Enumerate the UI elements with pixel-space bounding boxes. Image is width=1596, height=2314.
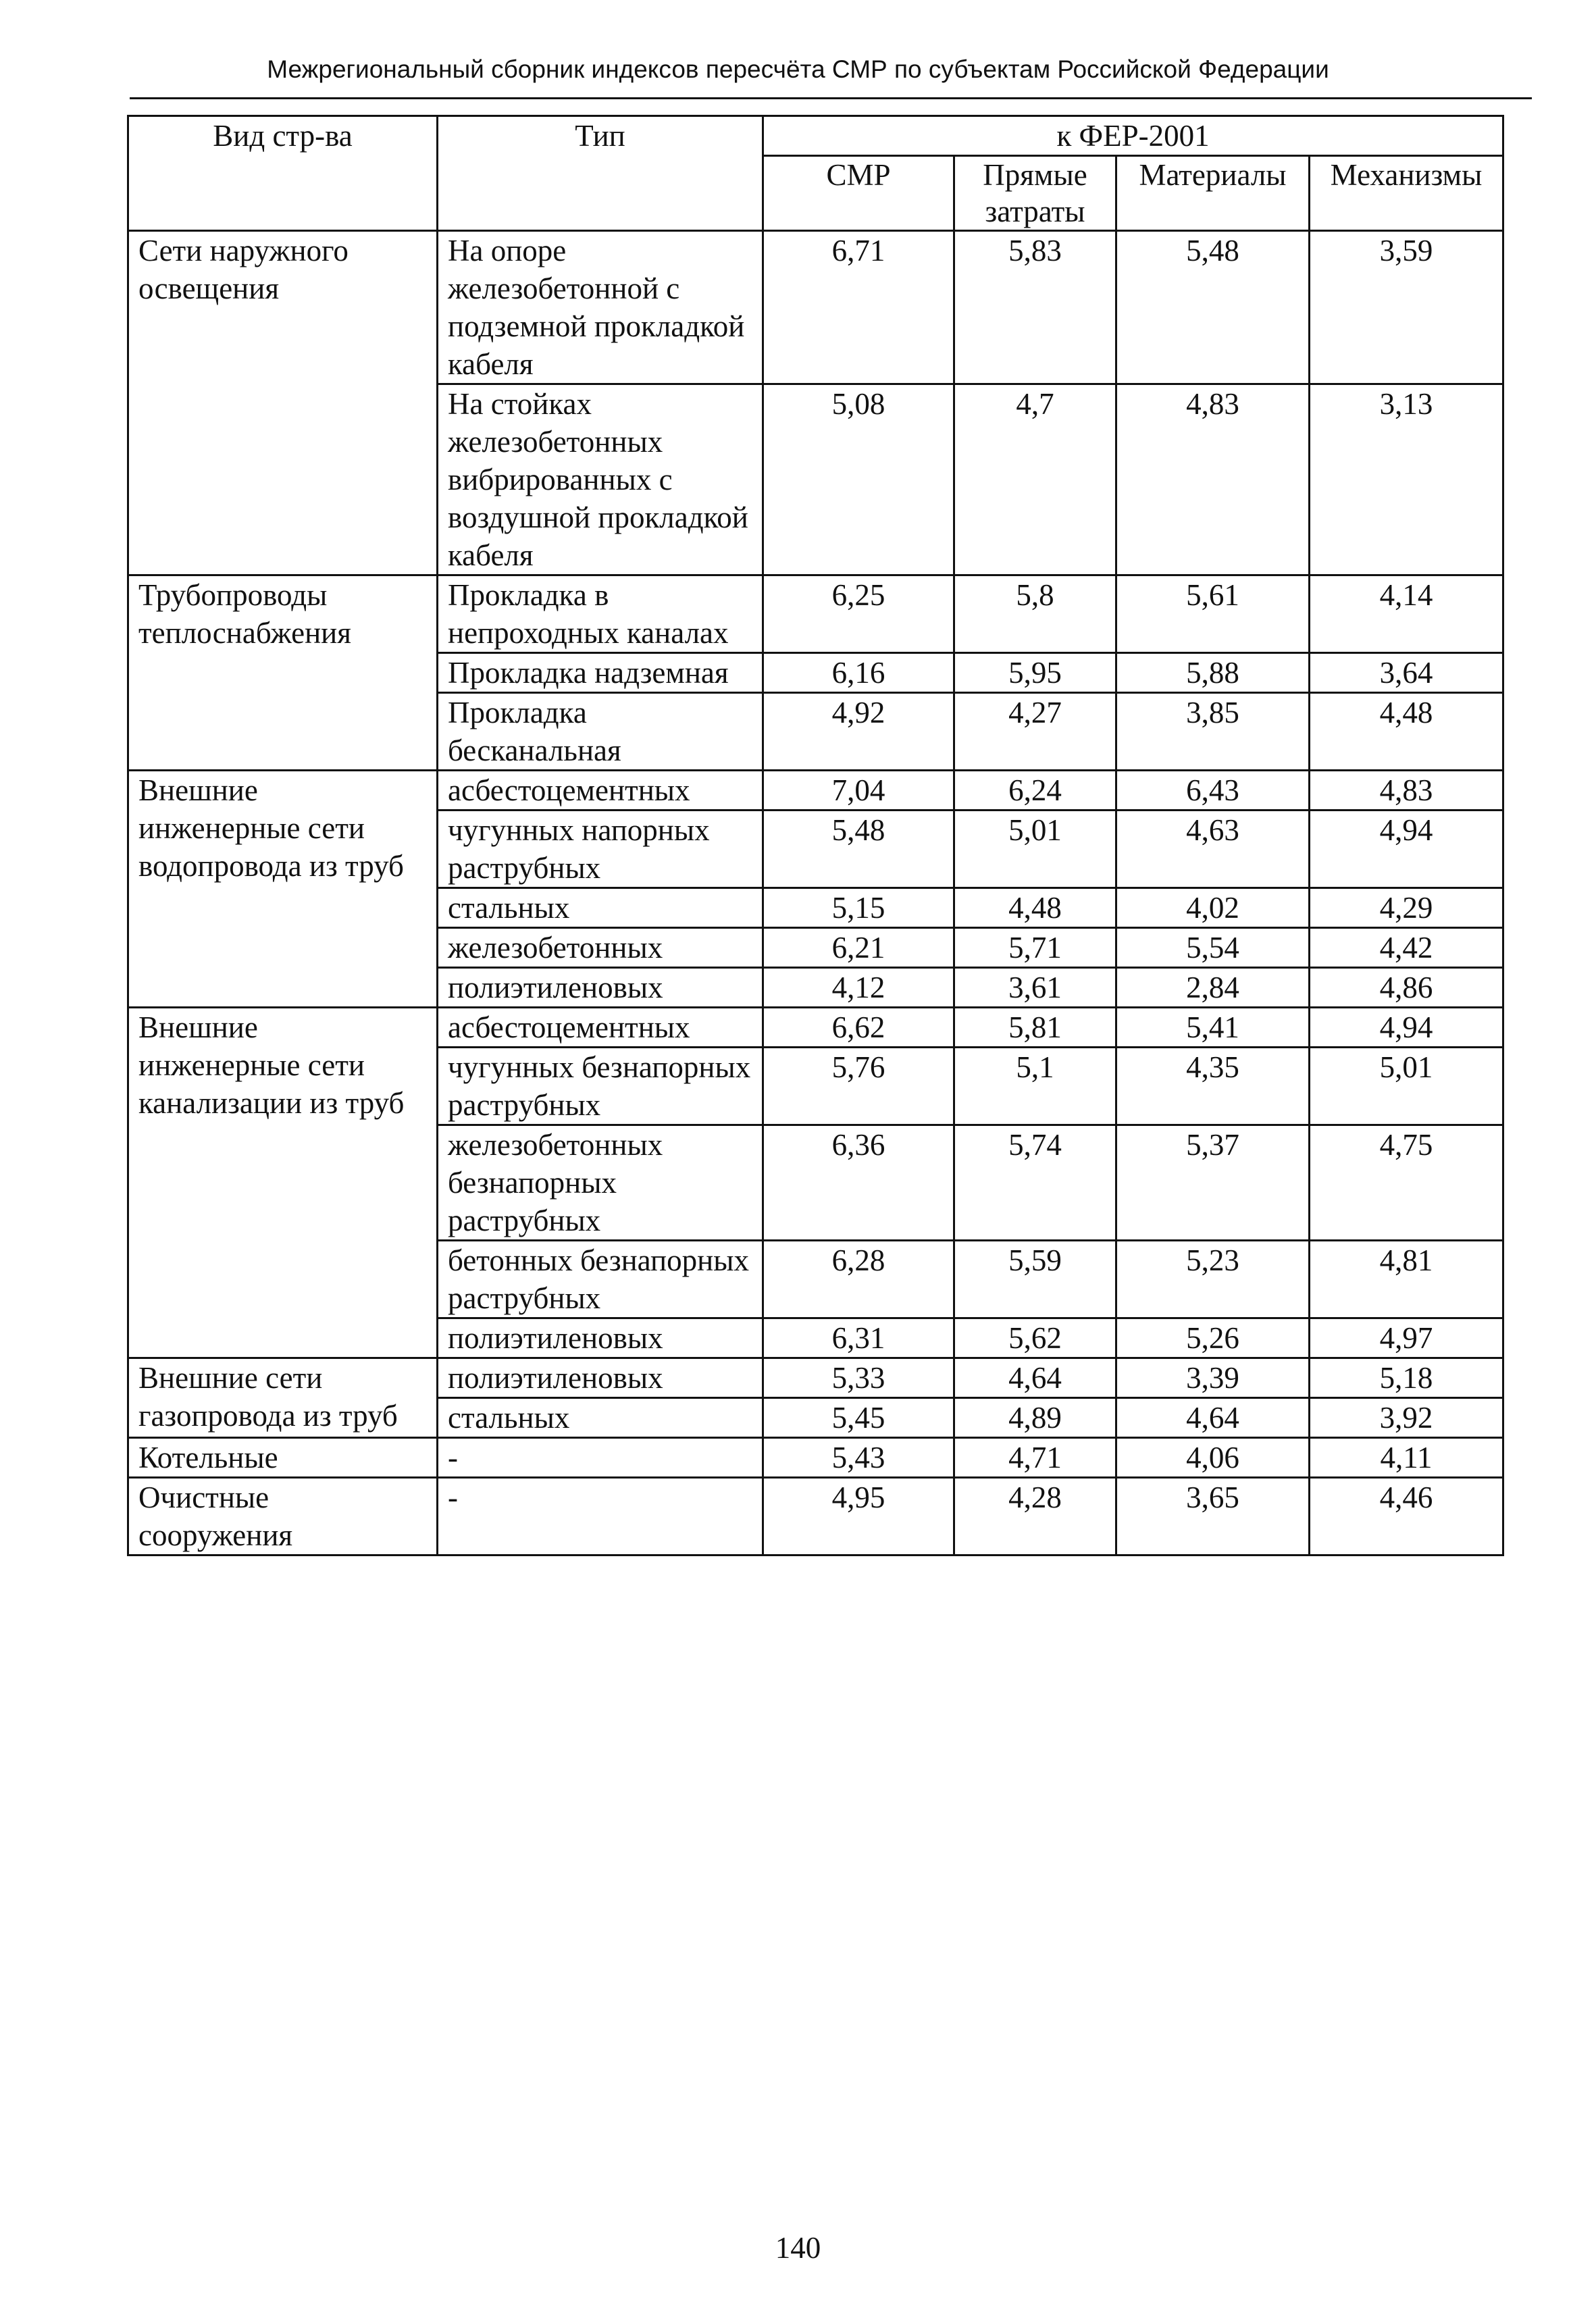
cell-type: полиэтиленовых [438,1318,763,1358]
cell-materialy: 5,23 [1116,1241,1310,1318]
table-row [128,575,1503,653]
cell-type: Прокладка в непроходных каналах [438,575,763,653]
cell-mekhanizmy: 4,94 [1310,811,1503,888]
cell-construction-kind: Сети наружного освещения [128,231,438,575]
cell-smr: 6,16 [763,653,954,693]
cell-mekhanizmy: 4,48 [1310,693,1503,771]
cell-mekhanizmy: 5,01 [1310,1048,1503,1125]
cell-smr: 5,45 [763,1398,954,1438]
cell-mekhanizmy: 4,11 [1310,1438,1503,1478]
cell-materialy: 4,83 [1116,384,1310,575]
cell-pryamye: 5,71 [954,928,1116,968]
cell-type: бетонных безнапорных раструбных [438,1241,763,1318]
cell-pryamye: 5,83 [954,231,1116,384]
cell-materialy: 4,06 [1116,1438,1310,1478]
cell-type: Прокладка бесканальная [438,693,763,771]
cell-smr: 5,43 [763,1438,954,1478]
cell-mekhanizmy: 4,29 [1310,888,1503,928]
table-row [128,1438,1503,1478]
cell-materialy: 5,48 [1116,231,1310,384]
cell-materialy: 3,39 [1116,1358,1310,1398]
cell-construction-kind: Внешние инженерные сети канализации из труб [128,1008,438,1358]
cell-type: - [438,1438,763,1478]
cell-construction-kind: Внешние инженерные сети водопровода из труб [128,771,438,1008]
cell-type: асбестоцементных [438,1008,763,1048]
cell-materialy: 5,88 [1116,653,1310,693]
cell-smr: 5,15 [763,888,954,928]
table-body [128,231,1503,1555]
cell-smr: 5,48 [763,811,954,888]
col-header-mekhanizmy: Механизмы [1310,156,1503,231]
cell-smr: 6,25 [763,575,954,653]
cell-smr: 5,33 [763,1358,954,1398]
cell-pryamye: 4,71 [954,1438,1116,1478]
cell-materialy: 6,43 [1116,771,1310,811]
cell-type: чугунных безнапорных раструбных [438,1048,763,1125]
cell-materialy: 5,37 [1116,1125,1310,1241]
cell-mekhanizmy: 3,13 [1310,384,1503,575]
cell-materialy: 4,64 [1116,1398,1310,1438]
cell-mekhanizmy: 4,14 [1310,575,1503,653]
cell-smr: 6,28 [763,1241,954,1318]
cell-construction-kind: Трубопроводы теплоснабжения [128,575,438,771]
cell-pryamye: 4,48 [954,888,1116,928]
cell-materialy: 2,84 [1116,968,1310,1008]
cell-materialy: 5,54 [1116,928,1310,968]
col-header-tip: Тип [438,116,763,231]
table-row [128,1008,1503,1048]
page-number: 140 [775,2231,821,2265]
cell-smr: 7,04 [763,771,954,811]
cell-smr: 4,92 [763,693,954,771]
cell-type: стальных [438,1398,763,1438]
cell-construction-kind: Котельные [128,1438,438,1478]
cell-smr: 6,31 [763,1318,954,1358]
cell-pryamye: 5,1 [954,1048,1116,1125]
table-head [128,116,1503,231]
cell-construction-kind: Внешние сети газопровода из труб [128,1358,438,1438]
cell-pryamye: 5,95 [954,653,1116,693]
page-header: Межрегиональный сборник индексов пересчёта СМР по субъектам Российской Федерации [267,55,1329,83]
cell-mekhanizmy: 4,83 [1310,771,1503,811]
cell-pryamye: 5,81 [954,1008,1116,1048]
cell-pryamye: 5,01 [954,811,1116,888]
col-header-materialy: Материалы [1116,156,1310,231]
cell-type: На стойках железобетонных вибрированных с воздушной прокладкой кабеля [438,384,763,575]
cell-mekhanizmy: 5,18 [1310,1358,1503,1398]
cell-construction-kind: Очистные сооружения [128,1478,438,1555]
table-row [128,771,1503,811]
cell-type: чугунных напорных раструбных [438,811,763,888]
col-header-pryamye: Прямые затраты [954,156,1116,231]
cell-smr: 6,21 [763,928,954,968]
cell-materialy: 4,02 [1116,888,1310,928]
cell-type: - [438,1478,763,1555]
cell-smr: 6,62 [763,1008,954,1048]
cell-type: стальных [438,888,763,928]
cell-mekhanizmy: 4,97 [1310,1318,1503,1358]
cell-smr: 5,76 [763,1048,954,1125]
cell-smr: 5,08 [763,384,954,575]
cell-smr: 4,95 [763,1478,954,1555]
cell-smr: 6,71 [763,231,954,384]
cell-materialy: 3,65 [1116,1478,1310,1555]
cell-mekhanizmy: 4,42 [1310,928,1503,968]
cell-mekhanizmy: 4,46 [1310,1478,1503,1555]
cell-pryamye: 5,62 [954,1318,1116,1358]
cell-pryamye: 4,28 [954,1478,1116,1555]
cell-materialy: 4,35 [1116,1048,1310,1125]
cell-materialy: 5,41 [1116,1008,1310,1048]
cell-type: железобетонных безнапорных раструбных [438,1125,763,1241]
col-header-vid: Вид стр-ва [128,116,438,231]
cell-mekhanizmy: 4,81 [1310,1241,1503,1318]
cell-materialy: 5,26 [1116,1318,1310,1358]
cell-mekhanizmy: 4,86 [1310,968,1503,1008]
cell-pryamye: 5,59 [954,1241,1116,1318]
cell-pryamye: 6,24 [954,771,1116,811]
cell-type: полиэтиленовых [438,968,763,1008]
cell-pryamye: 4,27 [954,693,1116,771]
cell-type: полиэтиленовых [438,1358,763,1398]
table-row [128,1358,1503,1398]
cell-pryamye: 4,7 [954,384,1116,575]
cell-pryamye: 4,89 [954,1398,1116,1438]
cell-mekhanizmy: 3,92 [1310,1398,1503,1438]
cell-smr: 4,12 [763,968,954,1008]
cell-mekhanizmy: 4,94 [1310,1008,1503,1048]
cell-materialy: 5,61 [1116,575,1310,653]
header-divider [130,97,1532,99]
cell-materialy: 3,85 [1116,693,1310,771]
cell-type: На опоре железобетонной с подземной прокладкой кабеля [438,231,763,384]
cell-type: железобетонных [438,928,763,968]
cell-smr: 6,36 [763,1125,954,1241]
cell-mekhanizmy: 3,59 [1310,231,1503,384]
cell-type: Прокладка надземная [438,653,763,693]
cell-mekhanizmy: 3,64 [1310,653,1503,693]
cell-mekhanizmy: 4,75 [1310,1125,1503,1241]
cell-pryamye: 3,61 [954,968,1116,1008]
table-row [128,1478,1503,1555]
cell-pryamye: 5,74 [954,1125,1116,1241]
col-header-smr: СМР [763,156,954,231]
cell-pryamye: 5,8 [954,575,1116,653]
cell-pryamye: 4,64 [954,1358,1116,1398]
index-table [127,115,1504,1556]
col-group-header-fer: к ФЕР-2001 [763,116,1503,156]
cell-type: асбестоцементных [438,771,763,811]
cell-materialy: 4,63 [1116,811,1310,888]
table-row [128,231,1503,384]
